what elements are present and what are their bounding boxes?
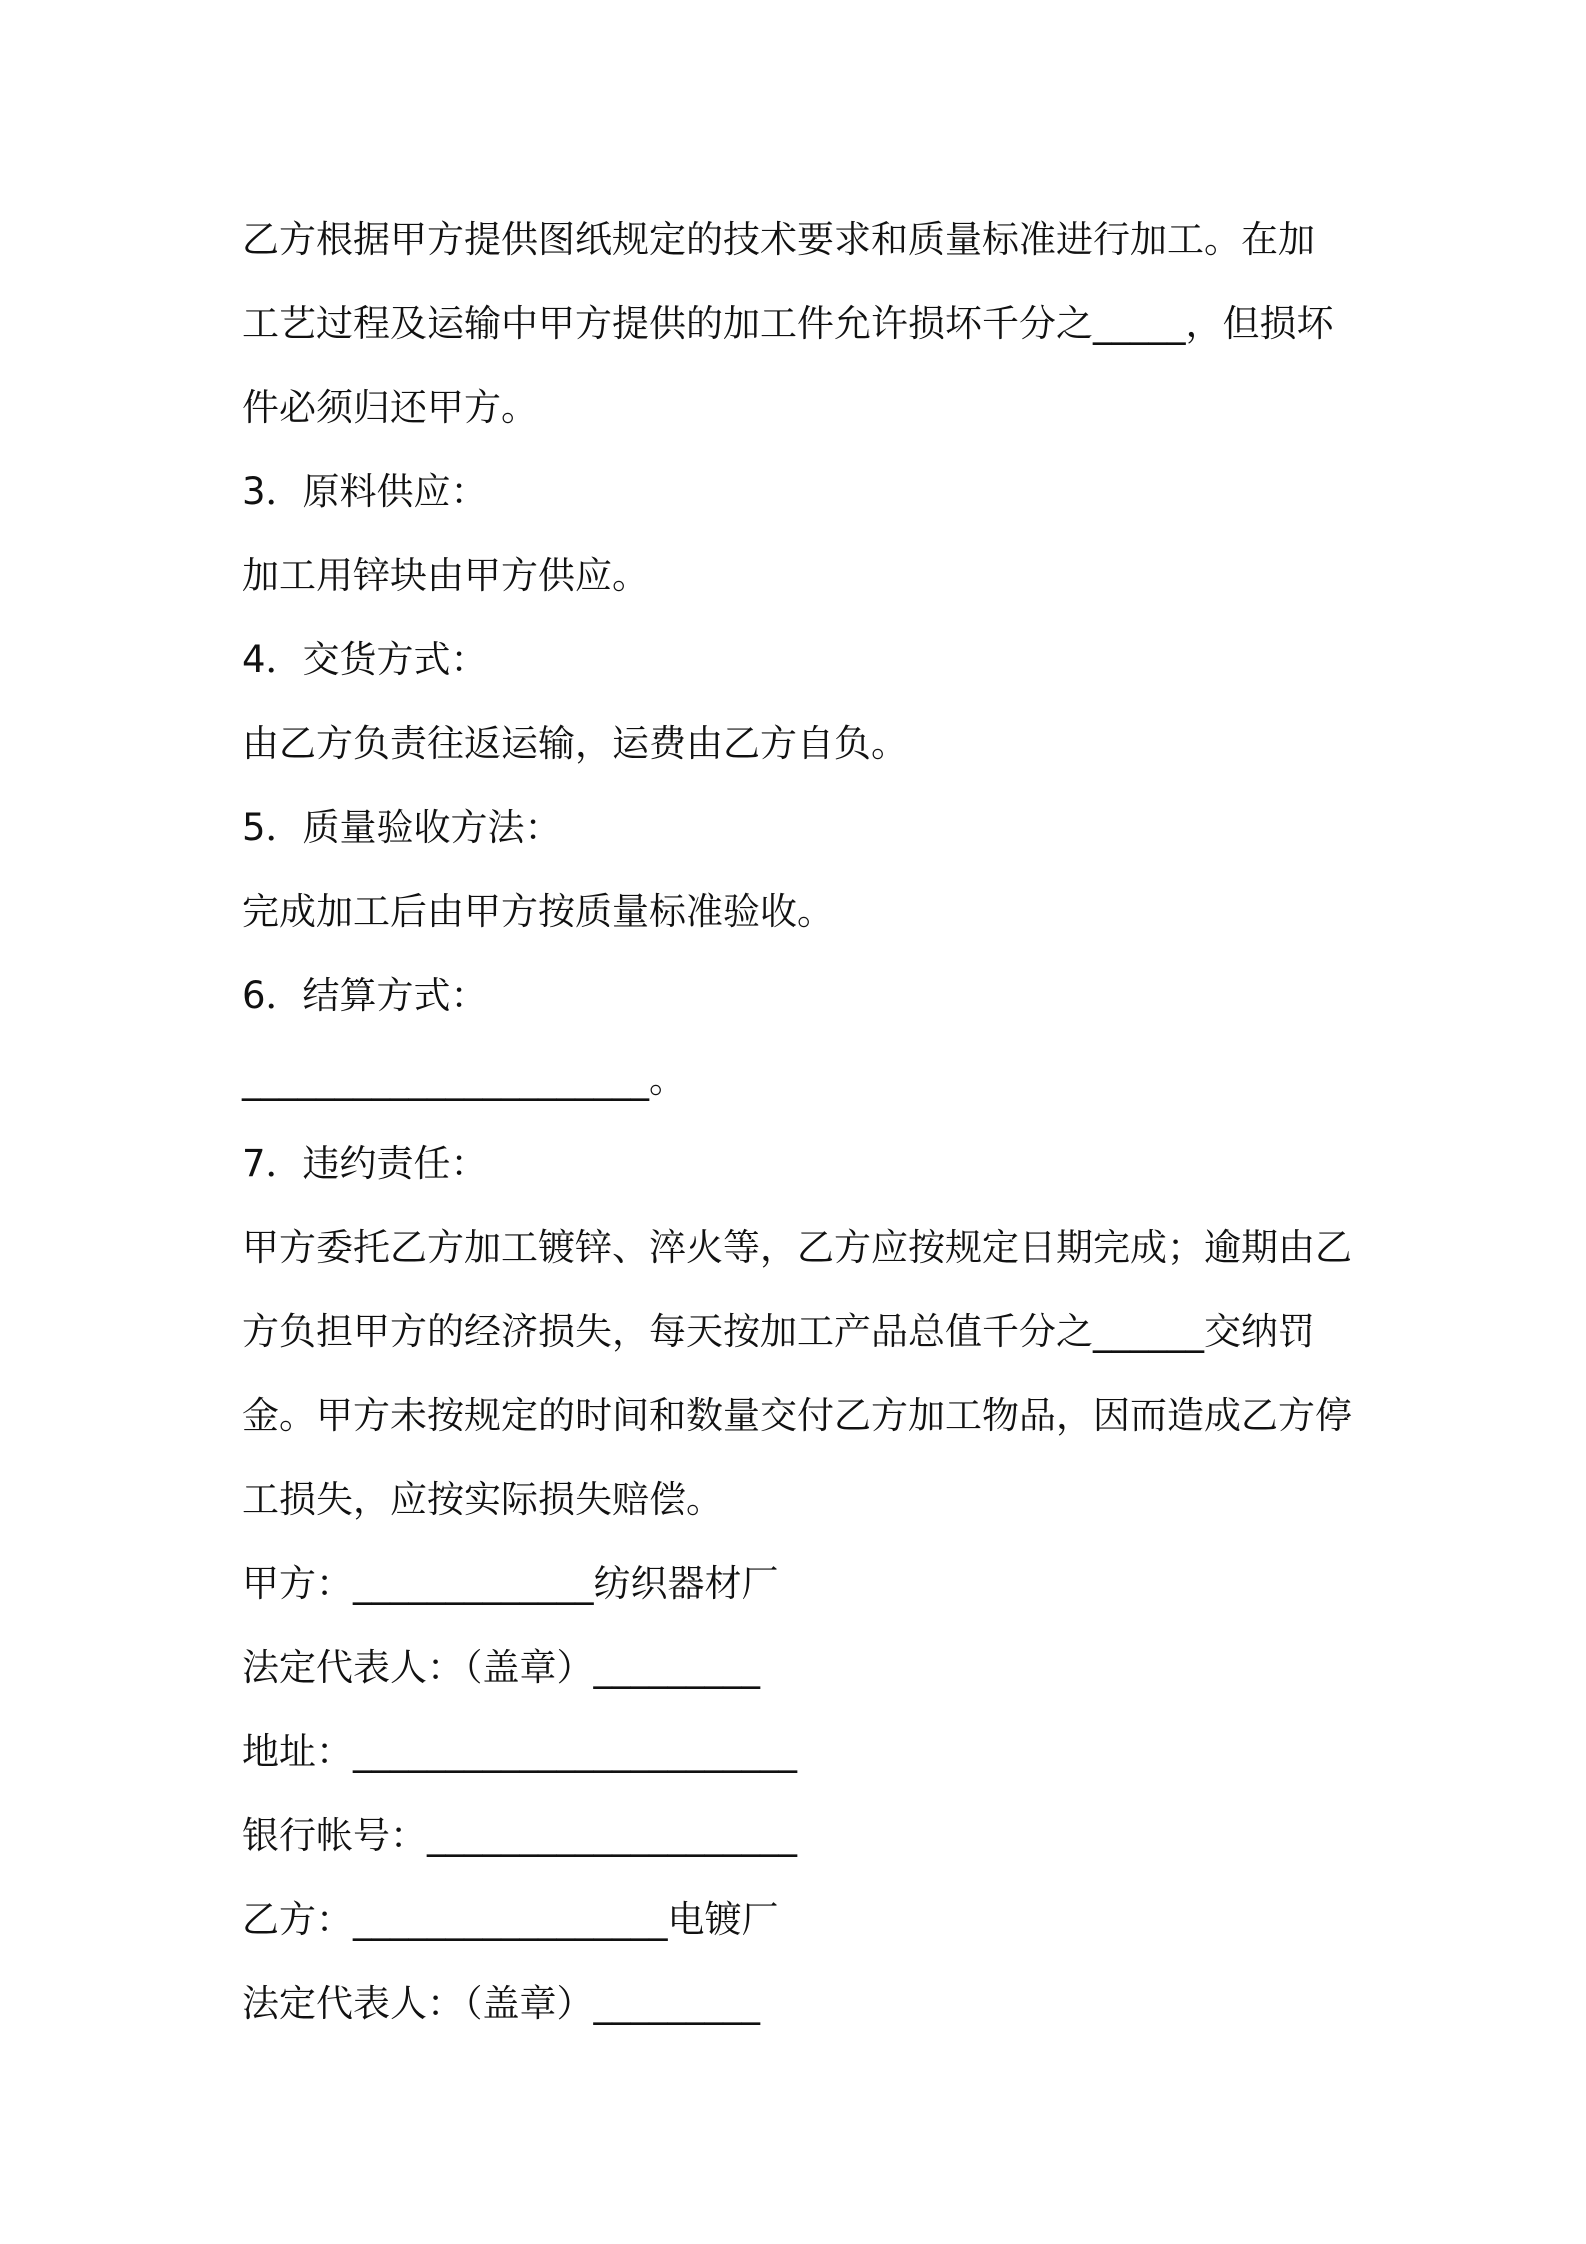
text-line-9: 完成加工后由甲方按质量标准验收。	[242, 890, 834, 933]
text-line-5: 加工用锌块由甲方供应。	[242, 554, 649, 597]
section-heading-raw-material: 3．原料供应：	[242, 470, 488, 513]
text-line-1: 乙方根据甲方提供图纸规定的技术要求和质量标准进行加工。在加	[242, 218, 1315, 261]
party-b-field: 乙方：_________________电镀厂	[242, 1898, 779, 1941]
bank-account-field: 银行帐号：____________________	[242, 1814, 797, 1857]
section-heading-liability: 7．违约责任：	[242, 1142, 488, 1185]
text-line-15: 金。甲方未按规定的时间和数量交付乙方加工物品，因而造成乙方停	[242, 1394, 1352, 1437]
text-line-16: 工损失，应按实际损失赔偿。	[242, 1478, 723, 1521]
text-line-13: 甲方委托乙方加工镀锌、淬火等，乙方应按规定日期完成；逾期由乙	[242, 1226, 1352, 1269]
text-line-2: 工艺过程及运输中甲方提供的加工件允许损坏千分之_____，但损坏	[242, 302, 1334, 345]
party-a-representative-field: 法定代表人：（盖章）_________	[242, 1646, 760, 1689]
text-line-14: 方负担甲方的经济损失，每天按加工产品总值千分之______交纳罚	[242, 1310, 1315, 1353]
address-field: 地址：________________________	[242, 1730, 797, 1773]
section-heading-quality-acceptance: 5．质量验收方法：	[242, 806, 562, 849]
text-line-3: 件必须归还甲方。	[242, 386, 538, 429]
text-line-7: 由乙方负责往返运输，运费由乙方自负。	[242, 722, 908, 765]
document-body	[242, 198, 1362, 2046]
section-heading-settlement: 6．结算方式：	[242, 974, 488, 1017]
party-a-field: 甲方：_____________纺织器材厂	[242, 1562, 779, 1605]
party-b-representative-field: 法定代表人：（盖章）_________	[242, 1982, 760, 2025]
settlement-blank-line: ______________________。	[242, 1058, 686, 1101]
section-heading-delivery: 4．交货方式：	[242, 638, 488, 681]
